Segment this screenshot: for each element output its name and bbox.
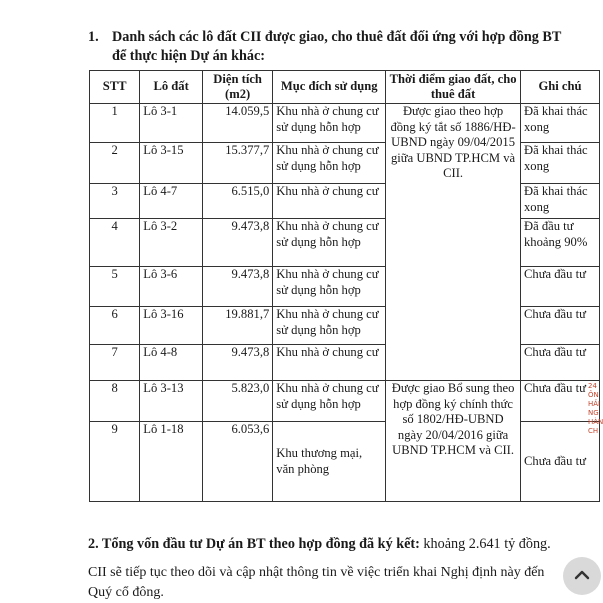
cell-ghi-chu: Chưa đầu tư xyxy=(521,307,600,345)
cell-lo-dat: Lô 3-6 xyxy=(140,267,203,307)
cell-dien-tich: 6.515,0 xyxy=(202,184,272,219)
cell-muc-dich: Khu nhà ở chung cư xyxy=(273,345,386,381)
cell-lo-dat: Lô 4-8 xyxy=(140,345,203,381)
cell-stt: 1 xyxy=(90,104,140,143)
cell-ghi-chu: Đã khai thác xong xyxy=(521,143,600,184)
cell-ghi-chu: Đã đầu tư khoảng 90% xyxy=(521,219,600,267)
cell-dien-tich: 9.473,8 xyxy=(202,345,272,381)
cell-muc-dich: Khu nhà ở chung cư xyxy=(273,184,386,219)
cell-lo-dat: Lô 3-2 xyxy=(140,219,203,267)
header-dien-tich: Diện tích (m2) xyxy=(202,71,272,104)
cell-ghi-chu: Chưa đầu tư xyxy=(521,345,600,381)
cell-dien-tich: 14.059,5 xyxy=(202,104,272,143)
cell-stt: 9 xyxy=(90,422,140,502)
header-ghi-chu: Ghi chú xyxy=(521,71,600,104)
cell-stt: 2 xyxy=(90,143,140,184)
header-lo-dat: Lô đất xyxy=(140,71,203,104)
cell-ghi-chu: Đã khai thác xong xyxy=(521,104,600,143)
cell-muc-dich: Khu nhà ở chung cư sử dụng hỗn hợp xyxy=(273,307,386,345)
cell-stt: 6 xyxy=(90,307,140,345)
cell-thoi-diem-group-2: Được giao Bổ sung theo hợp đồng ký chính thức số 1802/HĐ-UBND ngày 20/04/2016 giữa UBND TP.HCM và CII. xyxy=(386,381,521,502)
table-row xyxy=(90,104,600,143)
table-row xyxy=(90,422,600,502)
cell-lo-dat: Lô 3-1 xyxy=(140,104,203,143)
table-row xyxy=(90,143,600,184)
section-heading-2-value: khoảng 2.641 tỷ đồng. xyxy=(419,536,551,552)
table-row xyxy=(90,267,600,307)
cell-muc-dich: Khu nhà ở chung cư sử dụng hỗn hợp xyxy=(273,104,386,143)
table-row xyxy=(90,219,600,267)
section-heading-2-label: 2. Tổng vốn đầu tư Dự án BT theo hợp đồng đã ký kết: xyxy=(88,536,420,552)
cell-thoi-diem-group-1: Được giao theo hợp đồng ký tắt số 1886/HĐ-UBND ngày 09/04/2015 giữa UBND TP.HCM và CII. xyxy=(386,104,521,381)
table-row xyxy=(90,184,600,219)
cell-lo-dat: Lô 4-7 xyxy=(140,184,203,219)
closing-paragraph: CII sẽ tiếp tục theo dõi và cập nhật thông tin về việc triển khai Nghị định này đến Quý cổ đông. xyxy=(88,565,545,600)
header-muc-dich: Mục đích sử dụng xyxy=(273,71,386,104)
header-thoi-diem: Thời điểm giao đất, cho thuê đất xyxy=(386,71,521,104)
table-header-row xyxy=(90,71,600,104)
cell-ghi-chu: Đã khai thác xong xyxy=(521,184,600,219)
table-row xyxy=(90,345,600,381)
chevron-up-icon xyxy=(574,567,590,585)
header-stt: STT xyxy=(90,71,140,104)
cell-muc-dich: Khu nhà ở chung cư sử dụng hỗn hợp xyxy=(273,381,386,422)
cell-lo-dat: Lô 3-16 xyxy=(140,307,203,345)
land-lots-table xyxy=(89,70,603,502)
cell-dien-tich: 9.473,8 xyxy=(202,219,272,267)
cell-lo-dat: Lô 3-15 xyxy=(140,143,203,184)
cell-dien-tich: 15.377,7 xyxy=(202,143,272,184)
cell-stt: 5 xyxy=(90,267,140,307)
cell-dien-tich: 5.823,0 xyxy=(202,381,272,422)
section-title: Danh sách các lô đất CII được giao, cho thuê đất đối ứng với hợp đồng BT để thực hiện Dự án khác: xyxy=(112,29,562,64)
cell-ghi-chu: Chưa đầu tư xyxy=(521,422,600,502)
cell-dien-tich: 6.053,6 xyxy=(202,422,272,502)
stamp-fragment: 24 ÔN HẢI NG HÀN CH xyxy=(588,382,603,435)
cell-muc-dich: Khu nhà ở chung cư sử dụng hỗn hợp xyxy=(273,267,386,307)
cell-ghi-chu: Chưa đầu tư xyxy=(521,381,600,422)
cell-dien-tich: 9.473,8 xyxy=(202,267,272,307)
table-row xyxy=(90,381,600,422)
cell-muc-dich: Khu nhà ở chung cư sử dụng hỗn hợp xyxy=(273,219,386,267)
cell-muc-dich: Khu nhà ở chung cư sử dụng hỗn hợp xyxy=(273,143,386,184)
cell-lo-dat: Lô 1-18 xyxy=(140,422,203,502)
cell-stt: 3 xyxy=(90,184,140,219)
section-number: 1. xyxy=(88,29,99,45)
table-row xyxy=(90,307,600,345)
cell-stt: 7 xyxy=(90,345,140,381)
cell-stt: 8 xyxy=(90,381,140,422)
section-heading-2 xyxy=(88,535,588,553)
scroll-top-button[interactable] xyxy=(563,557,601,595)
cell-muc-dich: Khu thương mại, văn phòng xyxy=(273,422,386,502)
cell-lo-dat: Lô 3-13 xyxy=(140,381,203,422)
cell-dien-tich: 19.881,7 xyxy=(202,307,272,345)
cell-ghi-chu: Chưa đầu tư xyxy=(521,267,600,307)
cell-stt: 4 xyxy=(90,219,140,267)
